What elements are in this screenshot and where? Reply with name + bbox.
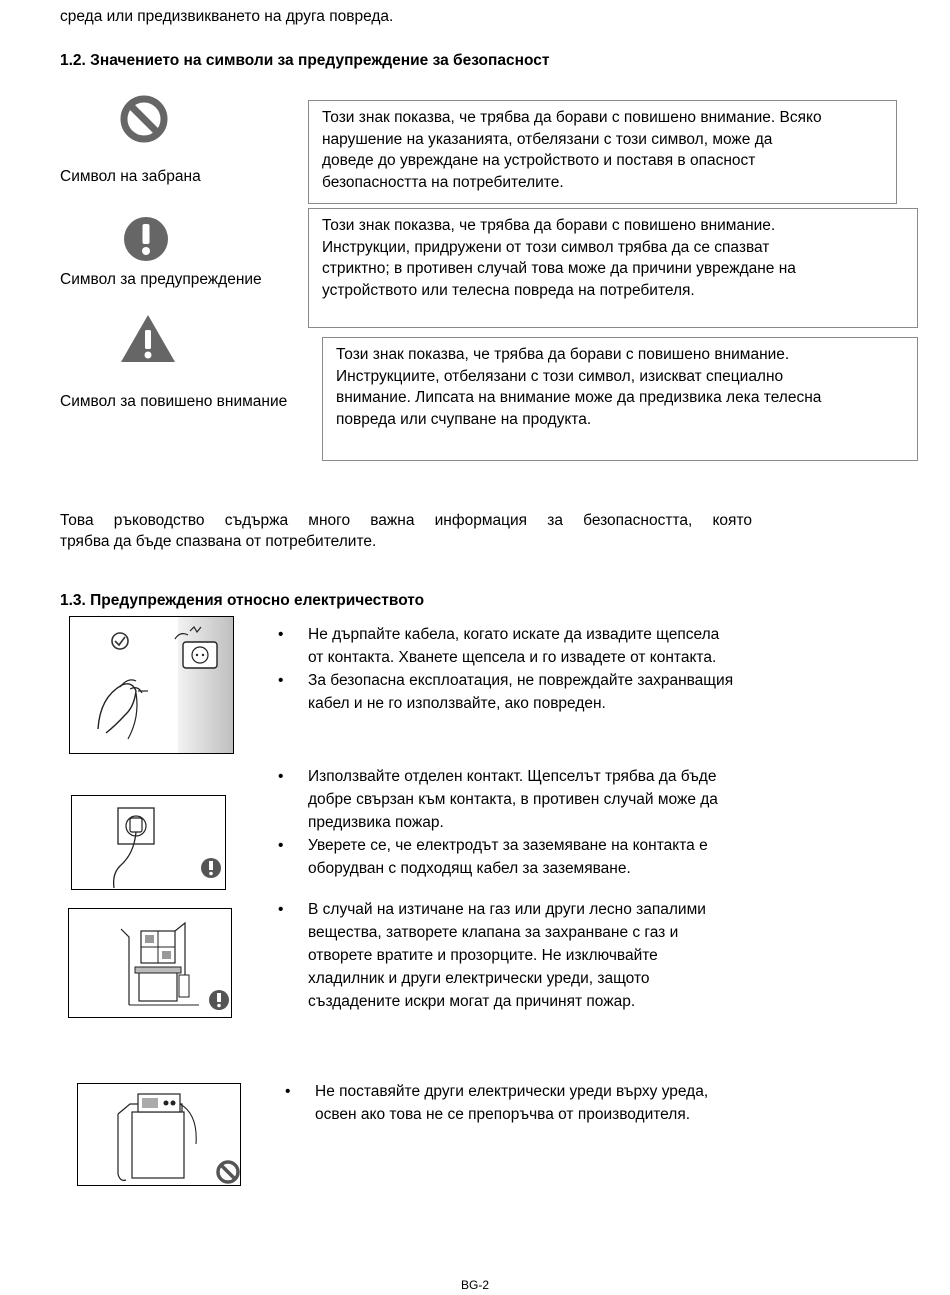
symbol-description-box-warning (308, 208, 918, 328)
list-item (278, 834, 718, 880)
bullet-line: предизвика пожар. (308, 814, 444, 831)
bullet-line: от контакта. Хванете щепсела и го извадете от контакта. (308, 649, 717, 666)
bullet-line: В случай на изтичане на газ или други лесно запалими (308, 901, 706, 918)
symbol-label-caution: Символ за повишено внимание (60, 393, 288, 410)
list-item (285, 1080, 708, 1126)
safety-note-line: Това ръководство съдържа много важна информация за безопасността, която (60, 512, 752, 529)
list-item (278, 623, 733, 669)
intro-line: среда или предизвикването на друга повреда. (60, 8, 394, 25)
symbol-description-box-caution (322, 337, 918, 461)
description-line: устройството или телесна повреда на потребителя. (322, 281, 695, 299)
warning-circle-icon (122, 215, 170, 263)
bullet-line: Не поставяйте други електрически уреди върху уреда, (315, 1083, 709, 1100)
bullet-glyph: • (285, 1083, 291, 1100)
bullet-glyph: • (278, 672, 284, 689)
unplug-by-plug-illustration (69, 616, 234, 754)
description-line: нарушение на указанията, отбелязани с този символ, може да (322, 130, 773, 148)
bullet-group-2 (278, 765, 718, 880)
bullet-line: отворете вратите и прозорците. Не изключвайте (308, 947, 658, 964)
safety-note-paragraph (60, 510, 752, 552)
bullet-line: вещества, затворете клапана за захранване с газ и (308, 924, 679, 941)
bullet-group-4 (285, 1080, 708, 1126)
bullet-glyph: • (278, 837, 284, 854)
list-item (278, 765, 718, 834)
list-item (278, 898, 706, 1013)
no-appliances-on-top-illustration (77, 1083, 241, 1186)
bullet-line: За безопасна експлоатация, не повреждайте захранващия (308, 672, 734, 689)
bullet-line: хладилник и други електрически уреди, защото (308, 970, 650, 987)
page-number: BG-2 (461, 1278, 490, 1292)
bullet-line: Не дърпайте кабела, когато искате да извадите щепсела (308, 626, 720, 643)
description-line: Този знак показва, че трябва да борави с повишено внимание. (322, 217, 776, 234)
description-line: доведе до увреждане на устройството и поставя в опасност (322, 152, 756, 169)
bullet-glyph: • (278, 901, 284, 918)
section-heading-1-2: 1.2. Значението на символи за предупреждение за безопасност (60, 52, 550, 69)
bullet-line: кабел и не го използвайте, ако повреден. (308, 695, 606, 712)
bullet-line: създадените искри могат да причинят пожар. (308, 993, 636, 1010)
prohibition-icon (119, 94, 169, 144)
bullet-line: добре свързан към контакта, в противен случай може да (308, 791, 718, 808)
description-line: Този знак показва, че трябва да борави с повишено внимание. (336, 346, 790, 363)
bullet-group-3 (278, 898, 706, 1013)
section-heading-1-3: 1.3. Предупреждения относно електричеството (60, 592, 425, 609)
description-line: безопасността на потребителите. (322, 173, 564, 191)
separate-socket-illustration (71, 795, 226, 890)
description-line: стриктно; в противен случай това може да причини увреждане на (322, 260, 796, 277)
symbol-description-box-prohibition (308, 100, 897, 204)
description-line: Този знак показва, че трябва да борави с повишено внимание. Всяко (322, 109, 822, 126)
bullet-glyph: • (278, 626, 284, 643)
symbol-label-prohibition: Символ на забрана (60, 168, 201, 185)
description-line: Инструкции, придружени от този символ трябва да се спазват (322, 238, 770, 256)
bullet-group-1 (278, 623, 733, 715)
caution-triangle-icon (119, 313, 177, 365)
description-line: Инструкциите, отбелязани с този символ, изискват специално (336, 367, 784, 385)
gas-leak-illustration (68, 908, 232, 1018)
bullet-line: освен ако това не се препоръчва от производителя. (315, 1106, 691, 1123)
list-item (278, 669, 733, 715)
description-line: повреда или счупване на продукта. (336, 410, 592, 428)
bullet-glyph: • (278, 768, 284, 785)
bullet-line: Използвайте отделен контакт. Щепселът трябва да бъде (308, 768, 717, 785)
safety-note-line: трябва да бъде спазвана от потребителите. (60, 533, 377, 550)
bullet-line: оборудван с подходящ кабел за заземяване. (308, 860, 631, 877)
bullet-line: Уверете се, че електродът за заземяване на контакта е (308, 837, 708, 854)
description-line: внимание. Липсата на внимание може да предизвика лека телесна (336, 389, 822, 406)
symbol-label-warning: Символ за предупреждение (60, 271, 262, 288)
